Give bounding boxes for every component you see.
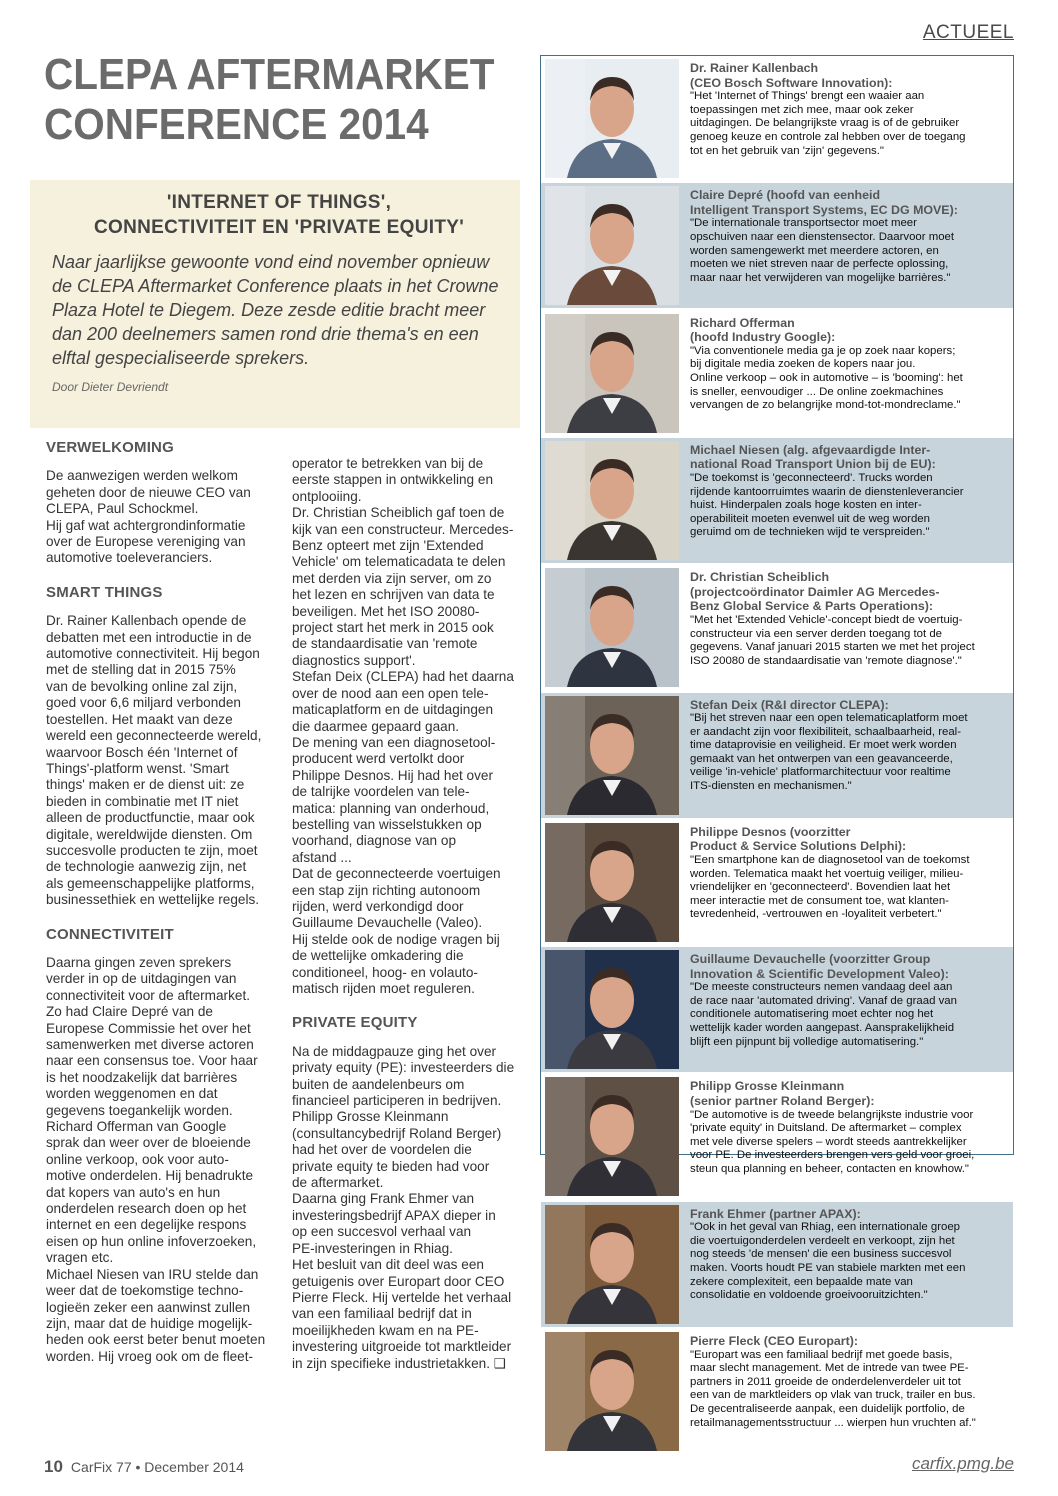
quote-body: "De meeste constructeurs nemen vandaag deel aan de race naar 'automated driving'. Vanaf de graad van conditionele automatisering moet echter nog het wettelijk kader worden aangepast. Aansprakelijkheid blijft een pijnpunt bij volledige automatisering." [690,981,957,1048]
quote-body: "De automotive is de tweede belangrijkste industrie voor 'private equity' in Duitsland. De aftermarket – complex met vele diverse spelers – wordt steeds aantrekkelijker voor PE. De investeerders brengen vers geld voor groei, steun qua planning en beheer, contacten en knowhow." [690,1108,975,1175]
intro-box [30,180,520,428]
speaker-name: Michael Niesen (alg. afgevaardigde Inter- national Road Transport Union bij de EU): [690,442,936,472]
page-number: 10 [44,1457,63,1476]
speaker-quote [541,693,1013,819]
speaker-name: Dr. Rainer Kallenbach (CEO Bosch Software Innovation): [690,61,893,90]
speaker-photo [545,568,679,687]
quote-text-block [690,316,1006,413]
speaker-name: Dr. Christian Scheiblich (projectcoördinator Daimler AG Mercedes- Benz Global Service & Parts Operations): [690,570,940,614]
speaker-quote [541,1202,1013,1328]
quote-text-block [690,1207,1006,1303]
quote-body: "Via conventionele media ga je op zoek naar kopers; bij digitale media zoeken de kopers naar jou. Online verkoop – ook in automotive – is 'booming': het is sneller, eenvoudiger ... De online zoekmachines vervangen de zo belangrijke mond-tot-mondreclame." [690,344,963,412]
subheading [52,190,506,240]
quote-body: "De internationale transportsector moet meer opschuiven naar een dienstensector. Daarvoor moet worden samengewerkt met meerdere actoren, en moeten we niet streven naar de perfecte oplossing, maar naar het verwijderen van mogelijke barrières." [690,217,955,284]
quote-text-block [690,698,1006,794]
subheading-line-1: 'INTERNET OF THINGS', [166,192,392,213]
speaker-name: Philippe Desnos (voorzitter Product & Service Solutions Delphi): [690,824,907,854]
title-line-2: CONFERENCE 2014 [44,100,429,149]
paragraph-smart-things: Dr. Rainer Kallenbach opende de debatten met een introductie in de automotive connectiviteit. Hij begon met de stelling dat in 2015 75% van de bevolking online zal zijn, goed voor 6,6 miljard verbonden toestellen. Het maakt van deze wereld een geconnecteerde wereld, waarvoor Bosch één 'Internet of Things'-platform wenst. 'Smart things' maken er de dienst uit: ze bieden in combinatie met IT niet alleen de productfunctie, maar ook digitale, wereldwijde diensten. Om succesvolle producten te zijn, moet de technologie aanwezig zijn, net als gemeenschappelijke platforms, businessethiek en wettelijke regels. [46,613,262,908]
speaker-quote [541,1074,1013,1200]
quote-text-block [690,825,1006,922]
heading-verwelkoming: VERWELKOMING [46,439,174,456]
speaker-photo [545,1077,679,1196]
speaker-quote [541,820,1013,946]
speaker-name: Frank Ehmer (partner APAX): [690,1206,861,1221]
quote-text-block [690,952,1006,1049]
speaker-quote [541,947,1013,1073]
column-1 [46,440,266,1365]
speaker-quotes-panel [540,55,1014,1429]
quote-body: "Europart was een familiaal bedrijf met goede basis, maar slecht management. Met de intrede van twee PE- partners in 2011 groeide de onderdelenverdeler uit tot een van de marktleiders op vlak van truck, trailer en bus. De gecentraliseerde aanpak, een duidelijk portfolio, de retailmanagementsstructuur ... wierpen hun vruchten af." [690,1348,976,1429]
paragraph-continued: operator te betrekken van bij de eerste stappen in ontwikkeling en ontplooiing. Dr. Christian Scheiblich gaf toen de kijk van een constructeur. Mercedes- Benz opteert met zijn 'Extended Vehicle' om telematicadata te delen met derden via zijn server, om zo het lezen en schrijven van data te beveiligen. Met het ISO 20080- project start het merk in 2015 ook de standaardisatie van 'remote diagnostics support'. Stefan Deix (CLEPA) had het daarna over de nood aan een open tele- maticaplatform en de uitdagingen die daarmee gepaard gaan. De mening van een diagnosetool- producent werd vertolkt door Philippe Desnos. Hij had het over de talrijke voordelen van tele- matica: planning van onderhoud, bestelling van wisselstukken op voorhand, diagnose van op afstand ... Dat de geconnecteerde voertuigen een stap zijn richting autonoom rijden, werd verkondigd door Guillaume Devauchelle (Valeo). Hij stelde ook de nodige vragen bij de wettelijke omkadering die conditioneel, hoog- en volauto- matisch rijden moet reguleren. [292,456,514,996]
speaker-photo [545,1205,679,1324]
heading-connectiviteit: CONNECTIVITEIT [46,925,174,943]
quote-text-block [690,1079,1006,1176]
speaker-name: Stefan Deix (R&I director CLEPA): [690,697,889,712]
section-label: ACTUEEL [922,22,1014,43]
footer-issue [44,1457,244,1477]
speaker-name: Pierre Fleck (CEO Europart): [690,1334,859,1348]
speaker-name: Guillaume Devauchelle (voorzitter Group Innovation & Scientific Development Valeo): [690,952,949,981]
quote-body: "Een smartphone kan de diagnosetool van de toekomst worden. Telematica maakt het voertuig veiliger, milieu- vriendelijker en 'geconnecteerd'. Bovendien laat het meer interactie met de consument toe, wat klanten- tevredenheid, -vertrouwen en -loyaliteit verbetert." [690,853,970,921]
speaker-quote [541,565,1013,691]
byline: Door Dieter Devriendt [52,380,169,394]
paragraph-connectiviteit: Daarna gingen zeven sprekers verder in op de uitdagingen van connectiviteit voor de aftermarket. Zo had Claire Depré van de Europese Commissie het over het samenwerken met diverse actoren naar een consensus toe. Voor haar is het noodzakelijk dat barrières worden weggenomen en dat gegevens toegankelijk worden. Richard Offerman van Google sprak dan weer over de bloeiende online verkoop, ook voor auto- motive onderdelen. Hij benadrukte dat kopers van auto's en hun onderdelen research doen op het internet en een degelijke respons eisen op hun online infoverzoeken, vragen etc. Michael Niesen van IRU stelde dan weer dat de toekomstige techno- logieën zeker een aanwinst zullen zijn, maar dat de huidige mogelijk- heden ook eerst beter benut moeten worden. Hij vroeg ook om de fleet- [46,954,266,1364]
heading-private-equity: PRIVATE EQUITY [292,1014,418,1032]
column-2 [292,456,520,1372]
quote-body: "Het 'Internet of Things' brengt een waaier aan toepassingen met zich mee, maar ook zeker uitdagingen. De belangrijkste vraag is of de gebruiker genoeg keuze en controle zal hebben over de toegang tot en het gebruik van 'zijn' gegevens." [690,90,966,157]
speaker-photo [545,59,679,178]
speaker-photo [545,186,679,305]
speaker-quote [541,438,1013,564]
issue-info: CarFix 77 • December 2014 [70,1459,244,1475]
speaker-quote [541,183,1013,309]
website-link[interactable]: carfix.pmg.be [911,1454,1014,1473]
heading-smart-things: SMART THINGS [46,583,163,601]
speaker-photo [545,696,679,815]
speaker-photo [545,950,679,1069]
quote-body: "Ook in het geval van Rhiag, een internationale groep die voertuigonderdelen verdeelt en verkoopt, zijn het nog steeds 'de mensen' die een business succesvol maken. Voorts houdt PE van stabiele markten met een zekere complexiteit, een bepaalde mate van consolidatie en voldoende groeivooruitzichten." [690,1221,966,1302]
quote-text-block [690,570,1006,668]
quote-text-block [690,188,1006,285]
speaker-photo [545,441,679,560]
quote-text-block [690,1334,1006,1430]
speaker-quote [541,311,1013,437]
paragraph-private-equity: Na de middagpauze ging het over privaty equity (PE): investeerders die buiten de aandelenbeurs om financieel participeren in bedrijven. Philipp Grosse Kleinmann (consultancybedrijf Roland Berger) had het over de voordelen die private equity te bieden had voor de aftermarket. Daarna ging Frank Ehmer van investeringsbedrijf APAX dieper in op een succesvol verhaal van PE-investeringen in Rhiag. Het besluit van dit deel was een getuigenis over Europart door CEO Pierre Fleck. Hij vertelde het verhaal van een familiaal bedrijf dat in moeilijkheden kwam en na PE- investering uitgroeide tot marktleider in zijn specifieke industrietakken. ❑ [292,1043,515,1371]
lead-paragraph: Naar jaarlijkse gewoonte vond eind november opnieuw de CLEPA Aftermarket Conference plaats in het Crowne Plaza Hotel te Diegem. Deze zesde editie bracht meer dan 200 deelnemers samen rond drie thema's en een elftal gespecialiseerde sprekers. [52,252,499,368]
speaker-name: Philipp Grosse Kleinmann (senior partner Roland Berger): [690,1079,875,1108]
speaker-photo [545,1332,679,1451]
article-title [44,50,495,150]
speaker-quote [541,56,1013,182]
quote-text-block [690,61,1006,158]
speaker-name: Richard Offerman (hoofd Industry Google): [690,315,836,345]
quote-body: "Bij het streven naar een open telematicaplatform moet er aandacht zijn voor flexibiliteit, schaalbaarheid, real- time dataprovisie en veiligheid. Er moet werk worden gemaakt van het ontwerpen van een geavanceerde, veilige 'in-vehicle' platformarchitectuur voor realtime ITS-diensten en mechanismen." [690,712,968,793]
speaker-quote [541,1329,1013,1455]
speaker-photo [545,823,679,942]
speaker-name: Claire Depré (hoofd van eenheid Intelligent Transport Systems, EC DG MOVE): [690,188,958,217]
quote-text-block [690,443,1006,540]
speaker-photo [545,314,679,433]
title-line-1: CLEPA AFTERMARKET [44,50,495,99]
subheading-line-2: CONNECTIVITEIT EN 'PRIVATE EQUITY' [93,217,465,238]
quote-body: "Met het 'Extended Vehicle'-concept biedt de voertuig- constructeur via een server derden toegang tot de gegevens. Vanaf januari 2015 starten we met het project ISO 20080 de standaardisatie van 'remote diagnose'." [690,613,975,667]
paragraph-verwelkoming: De aanwezigen werden welkom geheten door de nieuwe CEO van CLEPA, Paul Schockmel. Hij gaf wat achtergrondinformatie over de Europese vereniging van automotive toeleveranciers. [46,468,251,566]
quote-body: "De toekomst is 'geconnecteerd'. Trucks worden rijdende kantoorruimtes waarin de dienstenleverancier huist. Hinderpalen zoals hoge kosten en inter- operabiliteit moeten evenwel uit de weg worden geruimd om de technieken wijd te verspreiden." [690,472,964,539]
